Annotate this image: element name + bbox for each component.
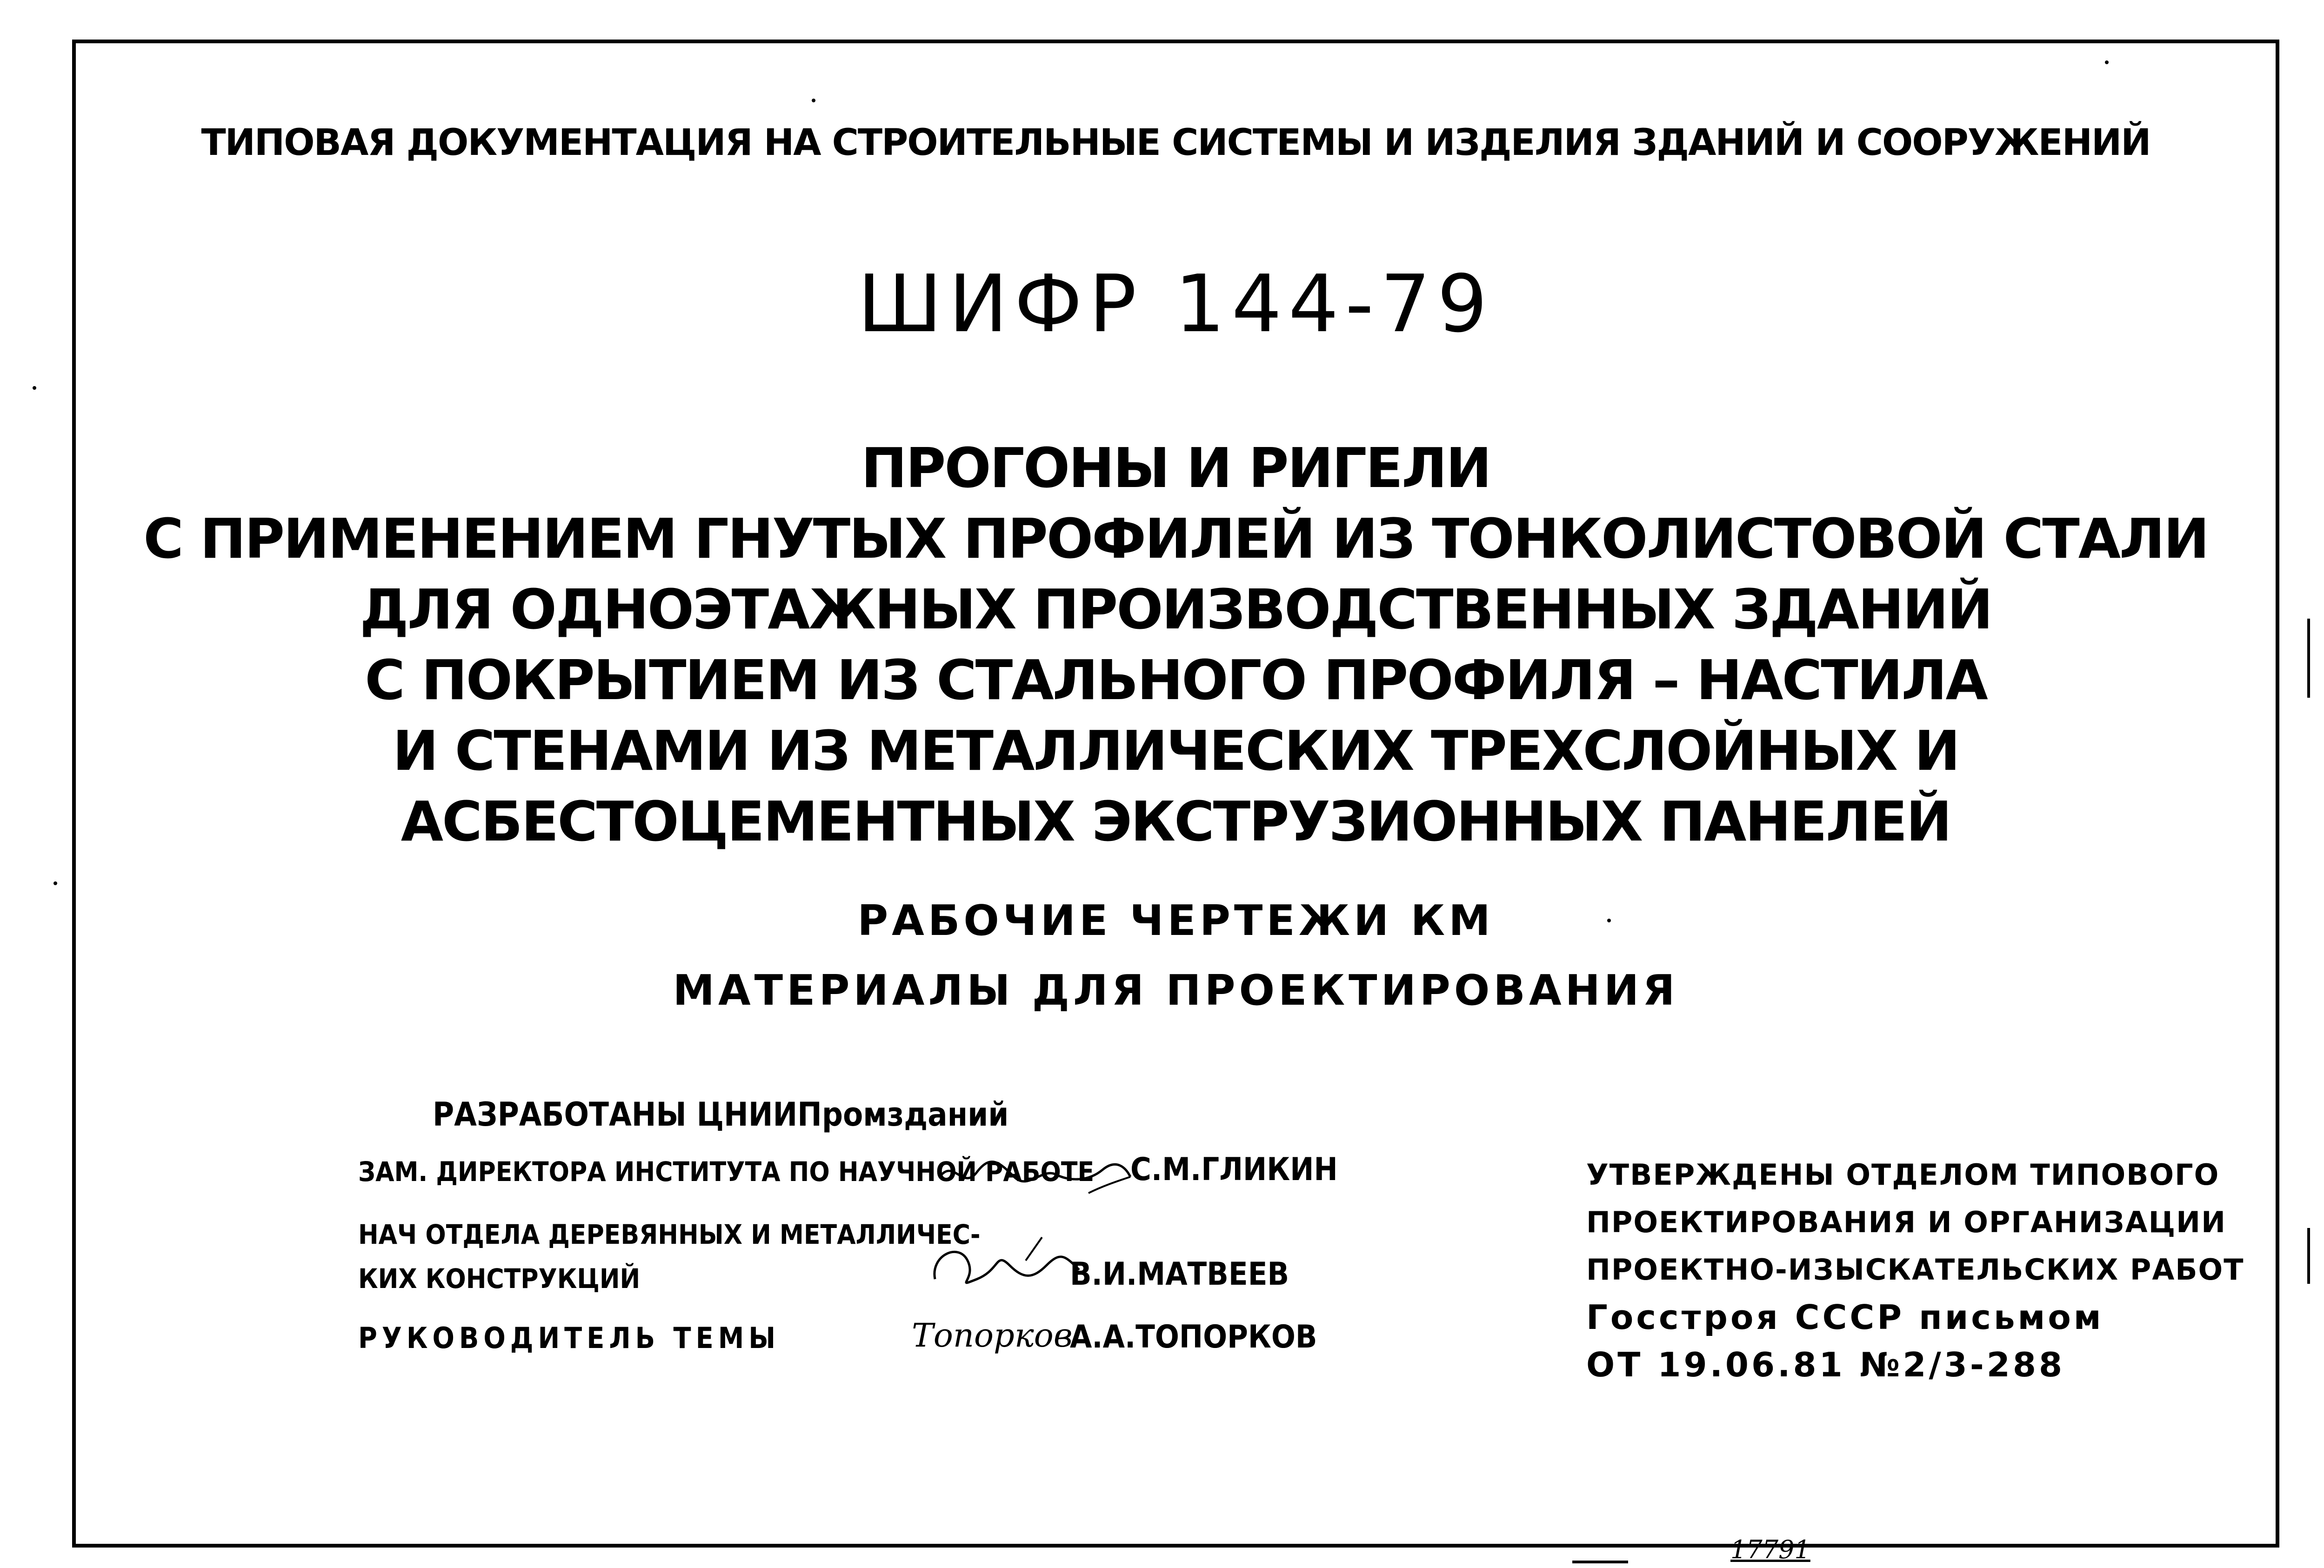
edge-mark — [1572, 1561, 1628, 1563]
department-head-name: В.И.МАТВЕЕВ — [1070, 1256, 1289, 1293]
series-line: ТИПОВАЯ ДОКУМЕНТАЦИЯ НА СТРОИТЕЛЬНЫЕ СИСТЕМЫ И ИЗДЕЛИЯ ЗДАНИЙ И СООРУЖЕНИЙ — [201, 122, 2150, 164]
subtitle-line: РАБОЧИЕ ЧЕРТЕЖИ КМ — [857, 896, 1494, 945]
department-label-line1: НАЧ ОТДЕЛА ДЕРЕВЯННЫХ И МЕТАЛЛИЧЕС- — [358, 1219, 981, 1250]
scan-speck — [812, 99, 815, 102]
approval-line: Госстроя СССР письмом — [1586, 1298, 2104, 1337]
inventory-number: 17791 — [1730, 1535, 1810, 1564]
document-title — [72, 433, 2279, 857]
title-line: С ПРИМЕНЕНИЕМ ГНУТЫХ ПРОФИЛЕЙ ИЗ ТОНКОЛИСТОВОЙ СТАЛИ — [143, 507, 2208, 571]
approval-line: УТВЕРЖДЕНЫ ОТДЕЛОМ ТИПОВОГО — [1586, 1158, 2220, 1192]
approval-line: ОТ 19.06.81 №2/3-288 — [1586, 1345, 2065, 1384]
title-line: С ПОКРЫТИЕМ ИЗ СТАЛЬНОГО ПРОФИЛЯ – НАСТИЛА — [365, 648, 1987, 712]
edge-mark — [2307, 619, 2310, 698]
theme-lead-label: РУКОВОДИТЕЛЬ ТЕМЫ — [358, 1321, 781, 1355]
edge-mark — [2307, 1228, 2310, 1284]
department-label-line2: КИХ КОНСТРУКЦИЙ — [358, 1263, 641, 1294]
signature-scribble-icon — [926, 1228, 1089, 1298]
signature-scribble-icon — [935, 1149, 1135, 1200]
cipher-code: ШИФР 144-79 — [857, 258, 1494, 350]
department-signature — [926, 1228, 1089, 1300]
scan-speck — [53, 881, 57, 885]
document-subtitle — [72, 886, 2279, 1026]
approval-block — [1586, 1151, 2244, 1388]
deputy-director-label: ЗАМ. ДИРЕКТОРА ИНСТИТУТА ПО НАУЧНОЙ РАБОТЕ — [358, 1156, 1095, 1188]
title-line: АСБЕСТОЦЕМЕНТНЫХ ЭКСТРУЗИОННЫХ ПАНЕЛЕЙ — [401, 789, 1951, 854]
approval-line: ПРОЕКТНО-ИЗЫСКАТЕЛЬСКИХ РАБОТ — [1586, 1253, 2244, 1287]
deputy-name: С.М.ГЛИКИН — [1130, 1151, 1338, 1188]
scan-speck — [2105, 60, 2109, 64]
title-line: И СТЕНАМИ ИЗ МЕТАЛЛИЧЕСКИХ ТРЕХСЛОЙНЫХ И — [392, 719, 1959, 783]
theme-lead-name: А.А.ТОПОРКОВ — [1070, 1319, 1317, 1355]
deputy-signature — [935, 1149, 1135, 1207]
title-line: ПРОГОНЫ И РИГЕЛИ — [861, 436, 1490, 500]
title-line: ДЛЯ ОДНОЭТАЖНЫХ ПРОИЗВОДСТВЕННЫХ ЗДАНИЙ — [360, 577, 1992, 641]
scan-speck — [1607, 919, 1611, 922]
theme-lead-signature: Топорков — [912, 1316, 1073, 1354]
subtitle-line: МАТЕРИАЛЫ ДЛЯ ПРОЕКТИРОВАНИЯ — [673, 966, 1679, 1015]
developed-by: РАЗРАБОТАНЫ ЦНИИПромзданий — [433, 1095, 1009, 1134]
approval-line: ПРОЕКТИРОВАНИЯ И ОРГАНИЗАЦИИ — [1586, 1205, 2226, 1239]
scan-speck — [33, 386, 36, 390]
